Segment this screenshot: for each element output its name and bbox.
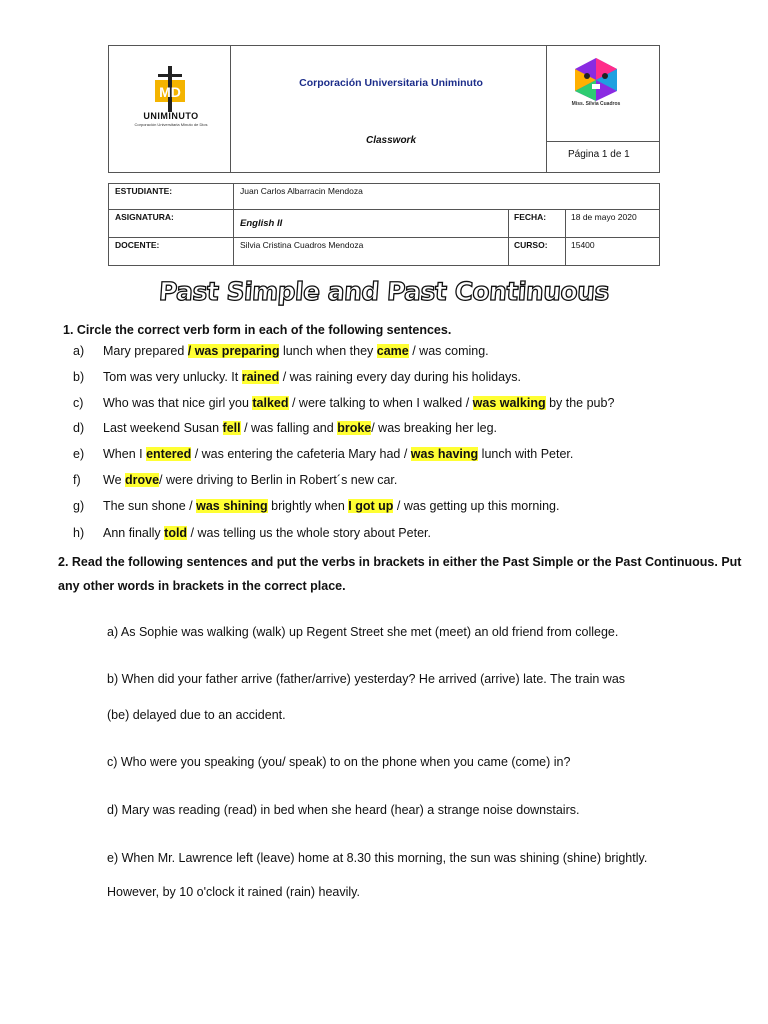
exercise2-item: b) When did your father arrive (father/arrive) yesterday? He arrived (arrive) late. The train was (107, 672, 626, 686)
page-title: Past Simple and Past Continuous (158, 277, 610, 306)
corporation-title: Corporación Universitaria Uniminuto (299, 77, 483, 89)
sentence-text: We (103, 473, 125, 487)
sentence-text: / was getting up this morning. (393, 499, 560, 513)
highlighted-answer: fell (222, 421, 241, 435)
student-label: ESTUDIANTE: (115, 186, 173, 196)
university-subtitle: Corporación Universitaria Minuto de Dios (134, 122, 208, 127)
info-table (108, 183, 660, 266)
highlighted-answer: was walking (472, 396, 546, 410)
sentence-text: / were talking to when I walked / (288, 396, 473, 410)
uniminuto-logo-icon (155, 66, 185, 112)
exercise1-item-label: h) (73, 526, 85, 540)
highlighted-answer: entered (146, 447, 192, 461)
sentence-text: / was entering the cafeteria Mary had / (191, 447, 411, 461)
sentence-text: / was falling and (240, 421, 338, 435)
sentence-text: The sun shone / (103, 499, 197, 513)
exercise1-item-label: a) (73, 344, 85, 358)
university-name: UNIMINUTO (143, 111, 199, 121)
exercise2-instruction-line1: 2. Read the following sentences and put the verbs in brackets in either the Past Simple or the Past Continuous. Put (58, 555, 742, 569)
highlighted-answer: was having (410, 447, 479, 461)
sentence-text: / was raining every day during his holidays. (279, 370, 522, 384)
exercise1-item (73, 473, 397, 487)
exercise1-item (73, 526, 431, 540)
exercise2-item: a) As Sophie was walking (walk) up Regent Street she met (meet) an old friend from college. (107, 625, 619, 639)
sentence-text: Who was that nice girl you (103, 396, 253, 410)
exercise2-item: However, by 10 o'clock it rained (rain) heavily. (107, 885, 360, 899)
sentence-text: Last weekend Susan (103, 421, 223, 435)
highlighted-answer: talked (252, 396, 289, 410)
exercise1-item-label: c) (73, 396, 84, 410)
exercise1-item (73, 447, 573, 461)
exercise2-item: d) Mary was reading (read) in bed when she heard (hear) a strange noise downstairs. (107, 803, 580, 817)
exercise1-item-label: f) (73, 473, 81, 487)
highlighted-answer: was shining (196, 499, 268, 513)
exercise1-item (73, 370, 521, 384)
sentence-text: Tom was very unlucky. It (103, 370, 242, 384)
highlighted-answer: broke (337, 421, 372, 435)
exercise1-item (73, 421, 497, 435)
exercise1-item-label: e) (73, 447, 85, 461)
teacher-logo-caption: Miss. Silvia Cuadros (571, 101, 621, 107)
exercise1-item-label: g) (73, 499, 85, 513)
student-name: Juan Carlos Albarracin Mendoza (240, 186, 363, 196)
date-value: 18 de mayo 2020 (571, 212, 637, 222)
sentence-text: Ann finally (103, 526, 165, 540)
sentence-text: / were driving to Berlin in Robert´s new car. (159, 473, 398, 487)
exercise1-item (73, 499, 559, 513)
highlighted-answer: drove (125, 473, 160, 487)
sentence-text: Mary prepared (103, 344, 188, 358)
exercise1-instruction: 1. Circle the correct verb form in each of the following sentences. (63, 323, 452, 337)
exercise1-item-label: b) (73, 370, 85, 384)
sentence-text: lunch when they (279, 344, 377, 358)
header-table (108, 45, 660, 173)
subject-value: English II (240, 218, 283, 229)
exercise1-item (73, 344, 489, 358)
date-label: FECHA: (514, 212, 547, 222)
exercise1-item (73, 396, 614, 410)
sentence-text: / was coming. (408, 344, 489, 358)
highlighted-answer: came (376, 344, 409, 358)
logo-letters: MD (159, 84, 181, 100)
highlighted-answer: rained (241, 370, 280, 384)
highlighted-answer: / was preparing (187, 344, 280, 358)
exercise2-item: c) Who were you speaking (you/ speak) to on the phone when you came (come) in? (107, 755, 571, 769)
teacher-label: DOCENTE: (115, 240, 160, 250)
teacher-value: Silvia Cristina Cuadros Mendoza (240, 240, 364, 250)
course-label: CURSO: (514, 240, 548, 250)
exercise1-item-label: d) (73, 421, 85, 435)
highlighted-answer: I got up (348, 499, 394, 513)
exercise2-item: e) When Mr. Lawrence left (leave) home at 8.30 this morning, the sun was shining (shine) brightly. (107, 851, 648, 865)
teacher-logo-icon (571, 56, 621, 102)
sentence-text: / was telling us the whole story about Peter. (187, 526, 431, 540)
sentence-text: When I (103, 447, 147, 461)
sentence-text: brightly when (267, 499, 349, 513)
document-type: Classwork (365, 135, 417, 146)
course-value: 15400 (571, 240, 595, 250)
sentence-text: lunch with Peter. (478, 447, 574, 461)
subject-label: ASIGNATURA: (115, 212, 174, 222)
exercise2-instruction-line2: any other words in brackets in the correct place. (58, 579, 346, 593)
exercise2-item: (be) delayed due to an accident. (107, 708, 286, 722)
sentence-text: / was breaking her leg. (371, 421, 497, 435)
page-number: Página 1 de 1 (568, 149, 630, 160)
highlighted-answer: told (164, 526, 188, 540)
sentence-text: by the pub? (545, 396, 615, 410)
